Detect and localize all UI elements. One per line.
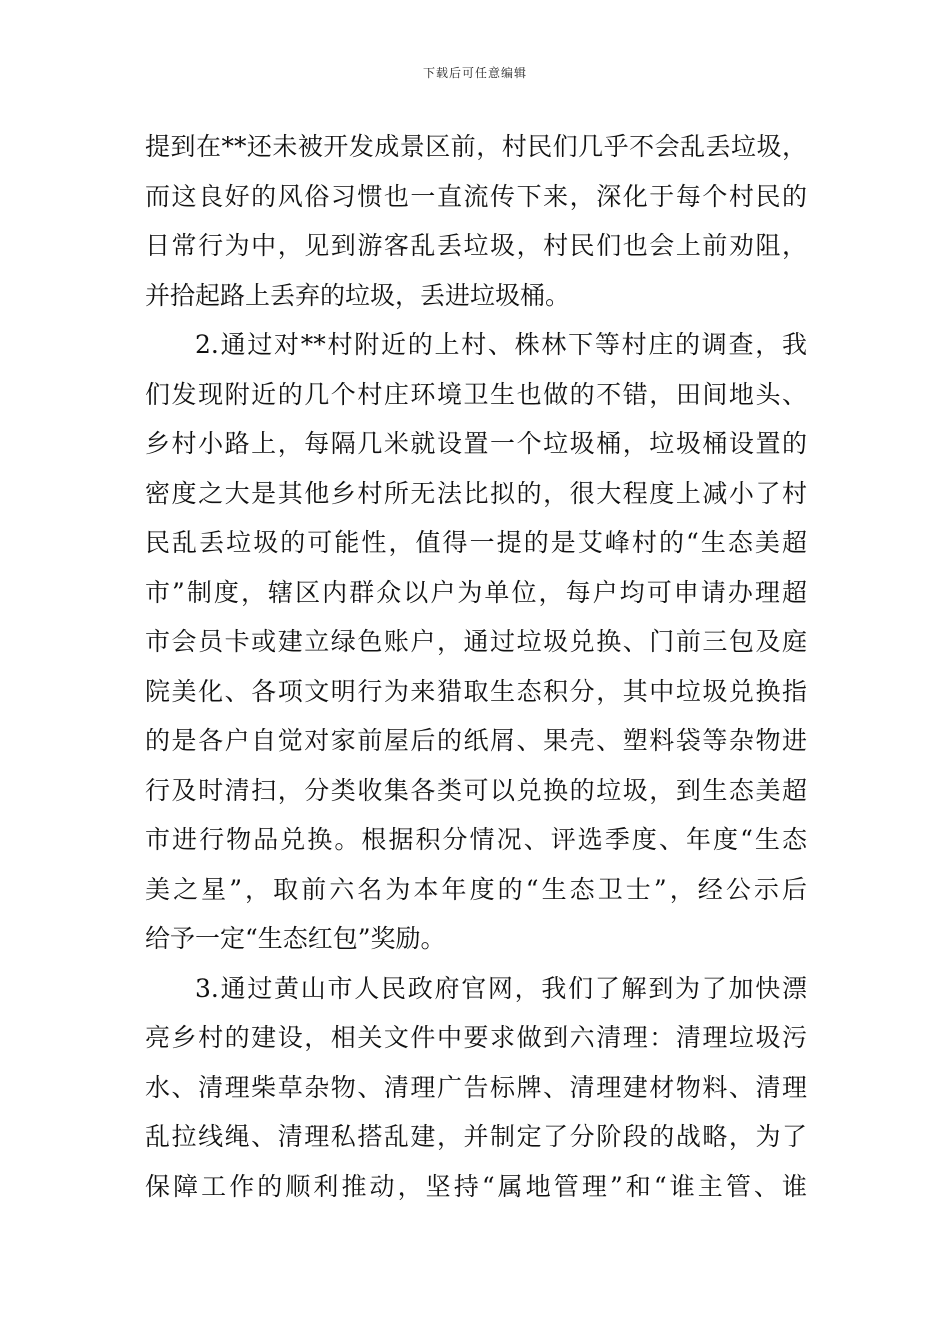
text-line: 们发现附近的几个村庄环境卫生也做的不错，田间地头、 — [145, 379, 807, 409]
text-line: 民乱丢垃圾的可能性，值得一提的是艾峰村的“生态美超 — [145, 528, 807, 557]
text-line: 给予一定“生态红包”奖励。 — [145, 924, 446, 953]
text-line: 的是各户自觉对家前屋后的纸屑、果壳、塑料袋等杂物进 — [145, 726, 807, 755]
page-header-note: 下载后可任意编辑 — [422, 66, 527, 80]
text-line: 提到在**还未被开发成景区前，村民们几乎不会乱丢垃圾， — [145, 132, 807, 161]
text-line: 市会员卡或建立绿色账户，通过垃圾兑换、门前三包及庭 — [145, 627, 807, 656]
text-line: 而这良好的风俗习惯也一直流传下来，深化于每个村民的 — [145, 181, 807, 211]
text-line: 美之星”，取前六名为本年度的“生态卫士”，经公示后 — [145, 874, 807, 904]
paragraph-start-line: 3.通过黄山市人民政府官网，我们了解到为了加快漂 — [195, 973, 807, 1003]
document-body — [145, 122, 807, 1211]
text-line: 市”制度，辖区内群众以户为单位，每户均可申请办理超 — [145, 577, 807, 607]
text-line: 水、清理柴草杂物、清理广告标牌、清理建材物料、清理 — [145, 1072, 807, 1102]
text-line: 乱拉线绳、清理私搭乱建，并制定了分阶段的战略，为了 — [145, 1122, 807, 1151]
text-line: 保障工作的顺利推动，坚持“属地管理”和“谁主管、谁 — [145, 1171, 807, 1201]
text-line: 乡村小路上，每隔几米就设置一个垃圾桶，垃圾桶设置的 — [145, 429, 807, 458]
text-line: 并拾起路上丢弃的垃圾，丢进垃圾桶。 — [145, 280, 571, 310]
text-line: 行及时清扫，分类收集各类可以兑换的垃圾，到生态美超 — [145, 775, 807, 805]
text-line: 院美化、各项文明行为来猎取生态积分，其中垃圾兑换指 — [145, 676, 807, 706]
text-line: 亮乡村的建设，相关文件中要求做到六清理：清理垃圾污 — [145, 1023, 807, 1052]
paragraph-start-line: 2.通过对**村附近的上村、株林下等村庄的调查，我 — [195, 330, 807, 359]
text-line: 市进行物品兑换。根据积分情况、评选季度、年度“生态 — [145, 825, 807, 854]
text-line: 日常行为中，见到游客乱丢垃圾，村民们也会上前劝阻， — [145, 231, 807, 260]
text-line: 密度之大是其他乡村所无法比拟的，很大程度上减小了村 — [145, 478, 807, 508]
